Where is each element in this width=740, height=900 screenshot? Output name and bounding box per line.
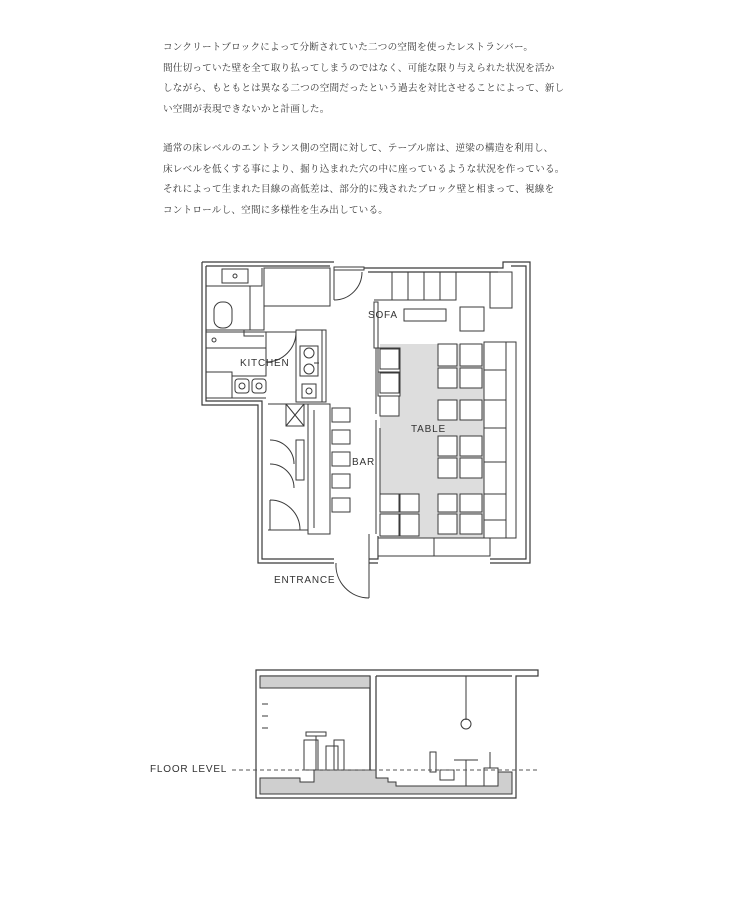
floor-level-label: FLOOR LEVEL (150, 764, 228, 775)
bar-label: BAR (352, 457, 375, 468)
paragraph-2-line-2: 床レベルを低くする事により、掘り込まれた穴の中に座っているような状況を作っている。 (163, 163, 565, 175)
bench-seat (484, 342, 516, 538)
paragraph-2-line-4: コントロールし、空間に多様性を生み出している。 (163, 204, 389, 216)
top-door (334, 267, 364, 300)
block-walls (374, 302, 378, 534)
entrance-label: ENTRANCE (274, 575, 336, 586)
section-fill (260, 676, 512, 794)
paragraph-1-line-2: 間仕切っていた壁を全て取り払ってしまうのではなく、可能な限り与えられた状況を活か (163, 62, 555, 74)
paragraph-1-line-4: い空間が表現できないかと計画した。 (163, 103, 330, 115)
table-seating-right (438, 344, 482, 534)
entrance-door (336, 534, 369, 598)
sofa (374, 272, 512, 331)
kitchen-label: KITCHEN (240, 358, 290, 369)
paragraph-2-line-1: 通常の床レベルのエントランス側の空間に対して、テーブル席は、逆梁の構造を利用し、 (163, 143, 554, 154)
bar-counter (268, 404, 330, 534)
table-label: TABLE (411, 424, 446, 435)
upper-counter (244, 268, 330, 336)
lower-bench (378, 538, 490, 556)
toilet-room (206, 268, 262, 330)
bar-stools (332, 408, 350, 512)
paragraph-1-line-1: コンクリートブロックによって分断されていた二つの空間を使ったレストランバー。 (163, 42, 534, 53)
paragraph-2-line-3: それによって生まれた目線の高低差は、部分的に残されたブロック壁と相まって、視線を (163, 184, 555, 195)
sofa-label: SOFA (368, 310, 398, 321)
paragraph-1-line-3: しながら、もともとは異なる二つの空間だったという過去を対比させることによって、新し (163, 83, 565, 94)
